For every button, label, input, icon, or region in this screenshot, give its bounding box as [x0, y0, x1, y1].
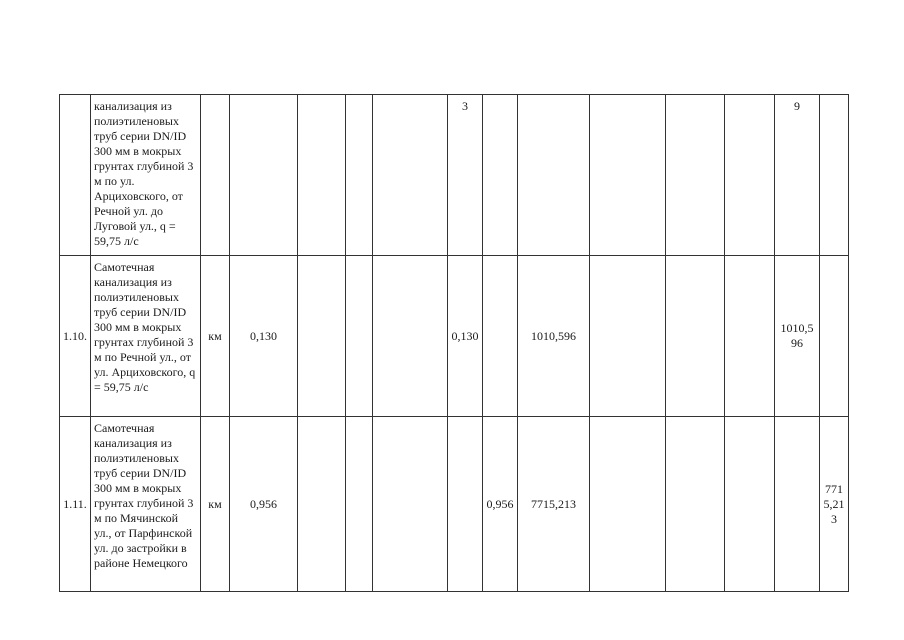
row-number: 1.11. [60, 417, 91, 592]
row-number [60, 95, 91, 256]
row-unit [201, 95, 230, 256]
cell-c5 [346, 417, 373, 592]
cell-c7: 0,130 [448, 256, 483, 417]
row-unit: км [201, 256, 230, 417]
cell-c13: 9 [775, 95, 820, 256]
row-description: Самотечная канализация из полиэтиленовых труб серии DN/ID 300 мм в мокрых грунтах глубиной 3 м по Речной ул., от ул. Арциховского, q = 59,75 л/с [91, 256, 201, 417]
cell-c12 [725, 417, 775, 592]
cell-c14 [820, 95, 849, 256]
data-table [59, 94, 849, 592]
cell-c10 [590, 95, 666, 256]
cell-c14: 7715,213 [820, 417, 849, 592]
cell-c9 [518, 95, 590, 256]
table-row [60, 256, 849, 417]
row-description: Самотечная канализация из полиэтиленовых труб серии DN/ID 300 мм в мокрых грунтах глубиной 3 м по Мячинской ул., от Парфинской ул. до застройки в районе Немецкого [91, 417, 201, 592]
cell-c6 [373, 95, 448, 256]
row-quantity: 0,130 [230, 256, 298, 417]
cell-c14 [820, 256, 849, 417]
cell-c6 [373, 256, 448, 417]
cell-c4 [298, 417, 346, 592]
cell-c9: 7715,213 [518, 417, 590, 592]
cell-c8 [483, 95, 518, 256]
row-unit: км [201, 417, 230, 592]
cell-c7 [448, 417, 483, 592]
cell-c7: 3 [448, 95, 483, 256]
row-description: канализация из полиэтиленовых труб серии DN/ID 300 мм в мокрых грунтах глубиной 3 м по ул. Арциховского, от Речной ул. до Луговой ул., q = 59,75 л/с [91, 95, 201, 256]
cell-c8: 0,956 [483, 417, 518, 592]
cell-c5 [346, 256, 373, 417]
cell-c6 [373, 417, 448, 592]
cell-c5 [346, 95, 373, 256]
cell-c13 [775, 417, 820, 592]
cell-c11 [666, 256, 725, 417]
row-quantity: 0,956 [230, 417, 298, 592]
row-number: 1.10. [60, 256, 91, 417]
cell-c4 [298, 256, 346, 417]
table-row [60, 417, 849, 592]
cell-c12 [725, 256, 775, 417]
cell-c8 [483, 256, 518, 417]
cell-c4 [298, 95, 346, 256]
row-quantity [230, 95, 298, 256]
cell-c11 [666, 95, 725, 256]
table-row [60, 95, 849, 256]
cell-c11 [666, 417, 725, 592]
cell-c10 [590, 417, 666, 592]
cell-c10 [590, 256, 666, 417]
cell-c13: 1010,596 [775, 256, 820, 417]
cell-c12 [725, 95, 775, 256]
cell-c9: 1010,596 [518, 256, 590, 417]
